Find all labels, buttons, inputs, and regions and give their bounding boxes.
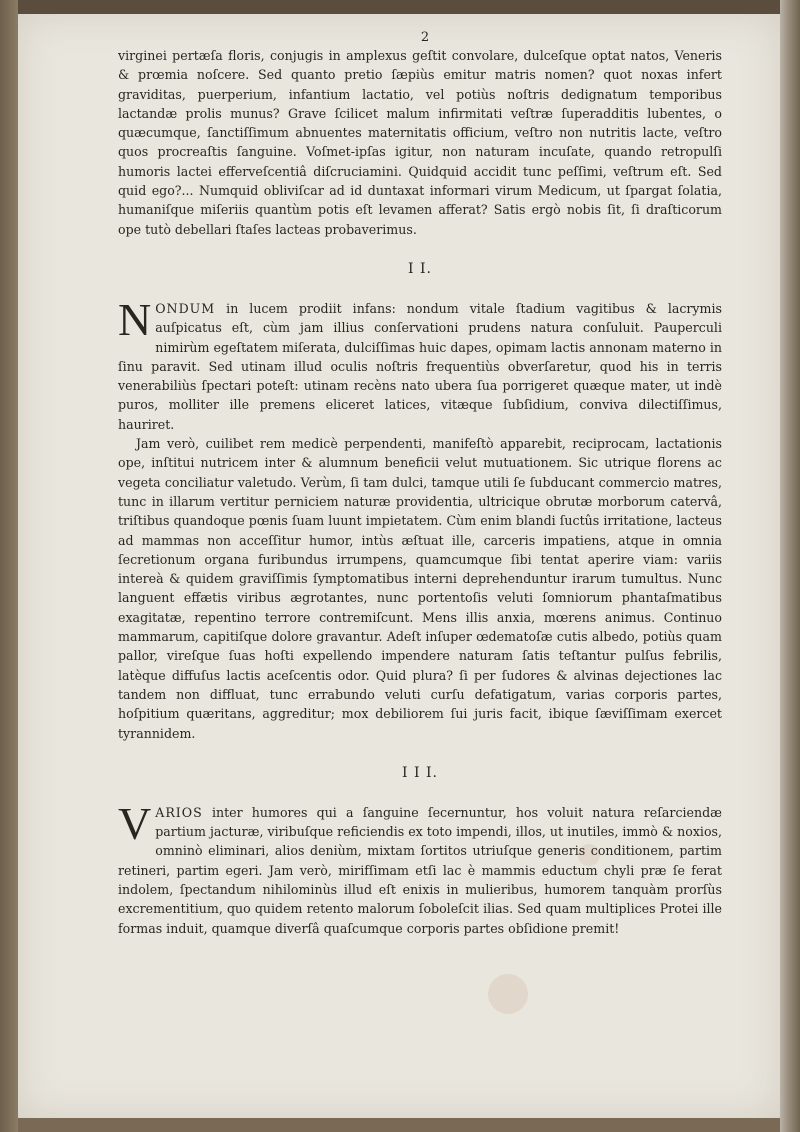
section-heading-3: I I I. (402, 764, 438, 781)
section-2-paragraph-1-text: in lucem prodiit infans: nondum vitale ſtadium vagitibus & lacrymis auſpicatus eſt, cùm jam illius conſervationi prudens natura conſuluit. Pauperculi nimirùm egeſtatem miſerata, dulciſſimas huic dapes, opimam lactis annonam materno in ſinu paravit. Sed utinam illud oculis noſtris frequentiùs obverſaretur, quod his in terris venerabiliùs ſpectari poteſt: utinam recèns nato ubera ſua porrigeret quæque mater, ut indè puros, molliter ille premens eliceret latices, vitæque ſubſidium, conviva dilectiſſimus, hauriret. (118, 300, 722, 432)
paper-stain (488, 974, 528, 1014)
section-2-paragraph-1 (118, 293, 722, 434)
drop-cap-v: V (118, 797, 152, 849)
section-3-first-word: ARIOS (155, 804, 203, 820)
page-edge-shadow (780, 0, 800, 1132)
section-3-paragraph-1-text: inter humores qui a ſanguine ſecernuntur, hos voluit natura reſarciendæ partium jacturæ, viribuſque reficiendis ex toto impendi, illos, ut inutiles, immò & noxios, omninò eliminari, alios deniùm, mixtam ſortitos utriuſque generis conditionem, partim retineri, partim egeri. Jam verò, mirifſimam etſi lac è mammis eductum chyli præ ſe ferat indolem, ſpectandum nihilominùs illud eſt enixis in mulieribus, humorem tanquàm prorſùs excrementitium, quo quidem retento malorum ſoboleſcit ilias. Sed quam multiplices Protei ille formas induit, quamque diverſâ quaſcumque corporis partes obſidione premit! (118, 804, 722, 936)
drop-cap-n: N (118, 293, 152, 345)
section-2-paragraph-2: Jam verò, cuilibet rem medicè perpendenti, manifeſtò apparebit, reciprocam, lactationis ope, inſtitui nutricem inter & alumnum beneficii velut mutuationem. Sic utrique florens ac vegeta conciliatur valetudo. Verùm, ſi tam dulci, tamque utili ſe ſubducant commercio matres, tunc in illarum vertitur perniciem naturæ providentia, ultricique obrutæ morborum catervâ, triſtibus quandoque pœnis ſuam luunt impietatem. Cùm enim blandi ſuctûs irritatione, lacteus ad mammas non acceſſitur humor, intùs æſtuat ille, carceris impatiens, atque in omnia ſecretionum organa furibundus irrumpens, quamcumque ſibi tentat aperire viam: variis intereà & quidem graviſſimis ſymptomatibus interni deprehenduntur irarum tumultus. Nunc languent effætis viribus ægrotantes, nunc portentoſis veluti ſomniorum phantaſmatibus exagitatæ, repentino terrore contremiſcunt. Mens illis anxia, mœrens animus. Continuo mammarum, capitiſque dolore gravantur. Adeſt inſuper œdematoſæ cutis albedo, potiùs quam pallor, vireſque ſuas hoſti expellendo impendere naturam ſatis teſtantur pulſus febrilis, latèque diffuſus lactis aceſcentis odor. Quid plura? ſi per ſudores & alvinas dejectiones lac tandem non diffluat, tunc errabundo veluti curſu defatigatum, varias corporis partes, hoſpitium quæritans, aggreditur; mox debiliorem ſui juris facit, ibique ſæviſſimam exercet tyrannidem. (118, 436, 722, 741)
book-left-edge (0, 0, 18, 1132)
section-2-first-word: ONDUM (155, 300, 216, 316)
page-number: 2 (420, 30, 430, 45)
intro-paragraph: virginei pertæſa floris, conjugis in amplexus geſtit convolare, dulceſque optat natos, Veneris & prœmia noſcere. Sed quanto pretio ſæpiùs emitur matris nomen? quot noxas infert graviditas, puerperium, infantium lactatio, vel potiùs noſtris dedignatum temporibus lactandæ prolis munus? Grave ſcilicet malum infirmitati veſtræ ſuperadditis lubentes, o quæcumque, ſanctiſſimum abnuentes maternitatis officium, veſtro non nutritis lacte, veſtro quos procreaſtis ſanguine. Voſmet-ipſas igitur, non naturam incuſate, quando retropulſi humoris lactei effervеſcentiâ diſcruciamini. Quidquid accidit tunc peſſimi, veſtrum eſt. Sed quid ego?... Numquid oblivіſcar ad id duntaxat informari virum Medicum, ut ſpargat ſolatia, humaniſque miſeriis quantùm potis eſt levamen afferat? Satis ergò nobis ſit, ſi draſticorum ope tutò debellari ſtaſes lacteas probaverimus. (118, 48, 722, 237)
book-top-edge (0, 0, 800, 14)
section-3-paragraph-1 (118, 797, 722, 938)
section-heading-2: I I. (408, 260, 432, 277)
page-content (118, 30, 722, 938)
